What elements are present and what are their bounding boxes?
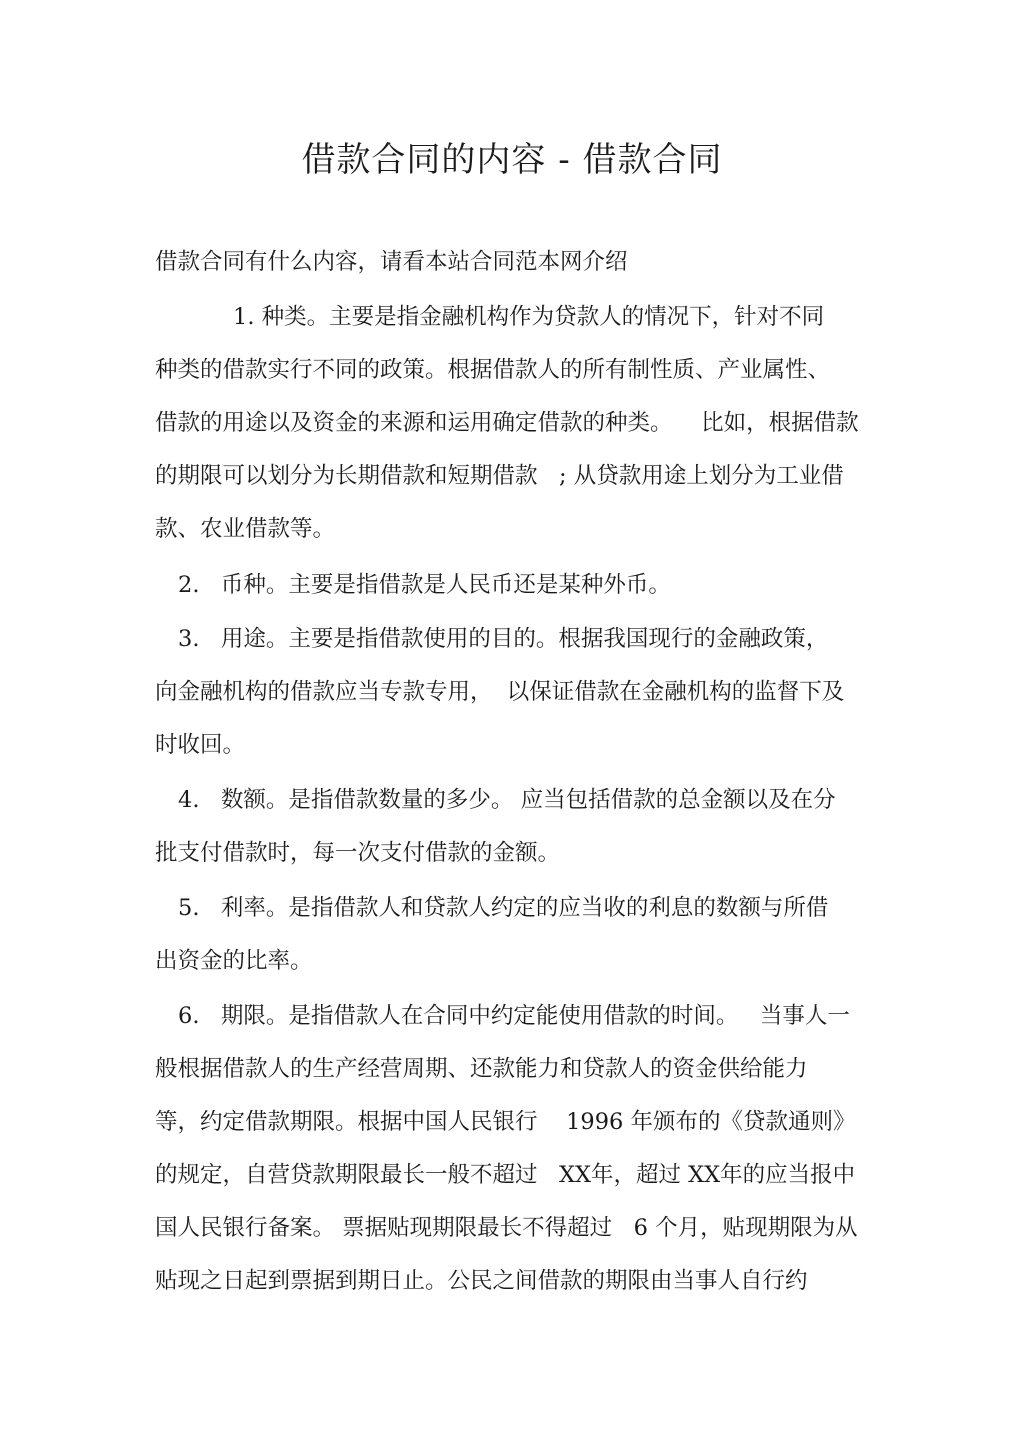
item-1-line-1: 1. 种类。主要是指金融机构作为贷款人的情况下，针对不同 — [233, 304, 825, 330]
item-3-line-1: 3. 用途。主要是指借款使用的目的。根据我国现行的金融政策， — [178, 626, 829, 652]
item-5-line-2: 出资金的比率。 — [155, 948, 313, 974]
document-title: 借款合同的内容 - 借款合同 — [301, 140, 723, 180]
item-5-line-1: 5. 利率。是指借款人和贷款人约定的应当收的利息的数额与所借 — [178, 895, 829, 921]
item-4-line-2: 批支付借款时，每一次支付借款的金额。 — [155, 840, 561, 866]
item-2-line-1: 2. 币种。主要是指借款是人民币还是某种外币。 — [178, 572, 671, 598]
item-6-line-1: 6. 期限。是指借款人在合同中约定能使用借款的时间。 当事人一 — [178, 1003, 850, 1029]
item-6-line-4: 的规定，自营贷款期限最长一般不超过 XX年，超过 XX年的应当报中 — [155, 1162, 856, 1188]
item-3-line-3: 时收回。 — [155, 732, 246, 758]
intro-line: 借款合同有什么内容，请看本站合同范本网介绍 — [155, 249, 628, 275]
item-1-line-4: 的期限可以划分为长期借款和短期借款 ; 从贷款用途上划分为工业借 — [155, 463, 844, 489]
item-1-line-2: 种类的借款实行不同的政策。根据借款人的所有制性质、产业属性、 — [155, 357, 831, 383]
item-6-line-5: 国人民银行备案。 票据贴现期限最长不得超过 6 个月，贴现期限为从 — [155, 1215, 858, 1241]
item-6-line-6: 贴现之日起到票据到期日止。公民之间借款的期限由当事人自行约 — [155, 1268, 808, 1294]
item-1-line-5: 款、农业借款等。 — [155, 516, 336, 542]
item-4-line-1: 4. 数额。是指借款数量的多少。 应当包括借款的总金额以及在分 — [178, 787, 836, 813]
item-3-line-2: 向金融机构的借款应当专款专用， 以保证借款在金融机构的监督下及 — [155, 679, 845, 705]
item-6-line-2: 般根据借款人的生产经营周期、还款能力和贷款人的资金供给能力 — [155, 1056, 808, 1082]
item-1-line-3: 借款的用途以及资金的来源和运用确定借款的种类。 比如，根据借款 — [155, 410, 859, 436]
item-6-line-3: 等，约定借款期限。根据中国人民银行 1996 年颁布的《贷款通则》 — [155, 1109, 856, 1135]
